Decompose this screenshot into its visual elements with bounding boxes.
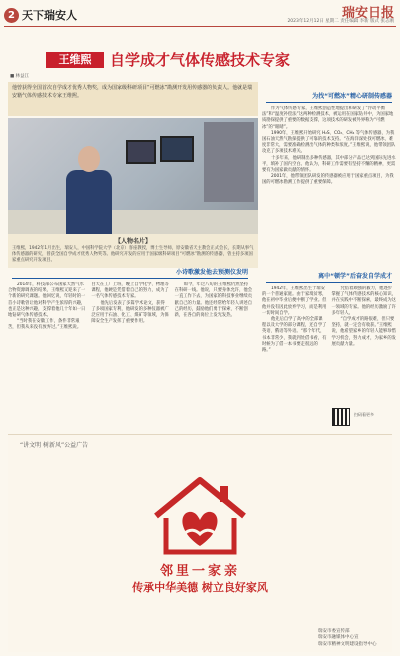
paragraph: 2014年，科技部公布国家天然气水合物资源调查的结果，王维熙又迎来了一个新的研究课题。他回忆说，年轻时的一首小诗歌曾让他对科学产生浓厚的兴趣，也正是这种兴趣，支撑着他几十年如一日地钻研气体传感技术。 [8, 282, 86, 319]
portrait-photo [8, 118, 258, 234]
ad-org-line: 瑞安市委宣传部 [318, 629, 350, 634]
ad-subtitle: 传承中华美德 树立良好家风 [132, 581, 268, 594]
ad-title: 邻里一家亲 [159, 564, 240, 579]
ad-top-label: “讲文明 树新风”公益广告 [20, 442, 89, 449]
equipment-shelf [204, 122, 254, 202]
page-header [0, 0, 400, 28]
profile-card-title: 【人物名片】 [114, 238, 151, 245]
qr-code-icon[interactable] [332, 408, 350, 426]
section-body [8, 282, 252, 426]
paragraph: 凭借着顽强的毅力，他逐步掌握了气体传感技术的核心知识，并在实践中不断探索，最终成为这一领域的专家。他的经历激励了许多年轻人。 [331, 286, 396, 316]
monitor [126, 140, 156, 164]
header-rule [4, 26, 396, 27]
section-heading: 小诗歌激发他去预测仪发明 [8, 268, 252, 278]
section-body [262, 286, 396, 426]
ad-org-line: 瑞安市精神文明建设指导中心 [318, 641, 377, 647]
monitor [160, 136, 194, 162]
section-number: 2 [4, 8, 19, 23]
person-figure [66, 146, 112, 234]
paragraph: 他先后发表了多篇学术论文，获得了多项国家专利，他研发的多种仪器被广泛应用于石油、化工、煤矿等领域，为保障安全生产发挥了重要作用。 [91, 300, 169, 325]
ad-organizations [318, 629, 377, 648]
paragraph: 作为气体传感专家，王维熙创造性地提出和研发了“浮动平衡法”和“温度补偿法”这两种检测技术，被运用在国家钻井中，为国家地质勘探提供了重要的数据支撑，这项技术的研发被外界称为“可燃冰”的“眼睛”。 [262, 106, 394, 130]
lead-text: 他曾获得全国首次自学成才优秀人物奖，成为国家级科研项目“可燃冰”勘测开发用传感器的负责人。他就是瑞安籍气体传感技术专家王维熙。 [12, 85, 253, 99]
paragraph: 他先后自学了高中的全部课程以及大学的部分课程，还自学了英语、俄语等外语。“那个年代，书本非常少，我就到处借书看，有时候为了借一本书要走很远的路。” [262, 317, 327, 354]
paragraph: 十多年来，他研制出多种传感器，其中部分产品已达到国际先进水平，填补了国内空白。他认为，科研工作需要有坚持不懈的精神，更需要有为国家做贡献的情怀。 [262, 155, 396, 174]
qr-label: 扫码看更多 [354, 412, 374, 417]
profile-card-text: 王维熙，1942年1月出生，瑞安人，中国科学院大学（北京）客座教授，博士生导师，原安徽省天主教会正式会长，长期从事气体传感器的研究，曾获全国自学成才优秀人物奖等。他研究开发的应用于国家级科研项目“可燃冰”勘测的传感器，曾主持多项国家重点研究开发项目。 [12, 246, 254, 263]
paragraph: 1990年，王维熙开始研究 H₂S、CO₂、CH₄ 等气体传感器，为我国石油天然气勘探提供了可靠的技术支持。“在海洋深处找可燃冰，难度非常大，需要准确检测出气体的种类和浓度。”王维熙说，他带领团队攻克了多项技术难关。 [262, 130, 396, 155]
profile-card [8, 234, 258, 268]
section-body [262, 106, 396, 268]
issue-meta: 2023年12月12日 星期二 责任编辑 李新 版式 张志刚 [287, 19, 394, 24]
ad-org-line: 瑞安市融媒体中心宣 [318, 635, 359, 641]
lead-box [8, 82, 258, 116]
paragraph: “当时我在安徽工作，条件非常艰苦，但我从来没有放弃过。”王维熙说。白天在工厂上班，晚上自学化学、物理等课程，他硬是凭借着自己的努力，成为了一名气体传感技术专家。 [8, 282, 169, 331]
byline: ■ 林益江 [10, 74, 30, 79]
paragraph: 1942年，王维熙出生于瑞安的一个普通家庭。由于家境贫寒，他在初中毕业后便中断了学业。但他并没有因此放弃学习，而是利用一切时间自学。 [262, 286, 327, 316]
person-name-tag: 王维熙 [46, 52, 104, 68]
section-heading: 离中“顿学”后奋发自学成才 [262, 272, 396, 282]
desk [8, 210, 258, 234]
section-title: 天下瑞安人 [22, 9, 77, 22]
article-headline: 自学成才气体传感技术专家 [110, 51, 291, 69]
paper-logo: 瑞安日报 [341, 6, 394, 21]
paragraph: “自学成才的路很难，但只要坚持，就一定会有收获。”王维熙说，他希望家乡的年轻人能够珍惜学习机会，努力成才，为家乡的发展贡献力量。 [331, 317, 396, 347]
paragraph: 2001年，他带领团队研发的传感器被应用于国家重点项目，为我国的可燃冰勘测工作提供了重要保障。 [262, 174, 394, 186]
section-heading: 为找“可燃冰”精心研制传感器 [262, 92, 396, 102]
house-heart-icon [146, 472, 254, 566]
paragraph: 如今，年过八旬的王维熙仍然坚持在科研一线。他说，只要身体允许，他会一直工作下去，为国家的科技事业继续贡献自己的力量。他还经常给年轻人讲述自己的经历，鼓励他们勇于探索、不断创新，在各自的岗位上发光发热。 [174, 282, 252, 319]
